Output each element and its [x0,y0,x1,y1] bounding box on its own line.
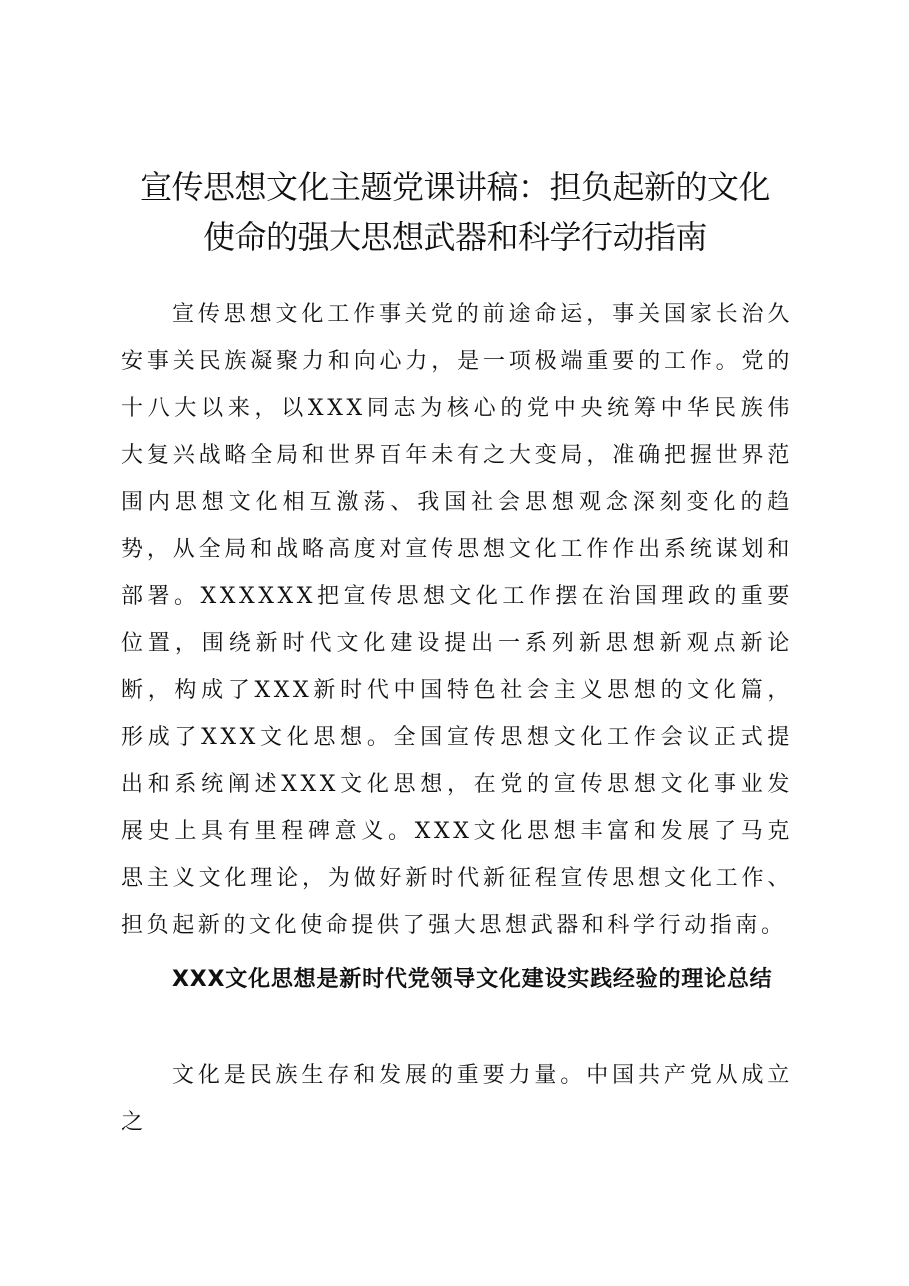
title-line-1: 宣传思想文化主题党课讲稿：担负起新的文化 [139,168,770,206]
document-title [110,162,800,262]
section-heading: XXX文化思想是新时代党领导文化建设实践经验的理论总结 [172,967,773,992]
body-paragraph-2: 文化是民族生存和发展的重要力量。中国共产党从成立之 [121,1063,793,1135]
body-paragraph-1: 宣传思想文化工作事关党的前途命运，事关国家长治久安事关民族凝聚力和向心力，是一项极端重要的工作。党的十八大以来，以XXX同志为核心的党中央统筹中华民族伟大复兴战略全局和世界百年未有之大变局，准确把握世界范围内思想文化相互激荡、我国社会思想观念深刻变化的趋势，从全局和战略高度对宣传思想文化工作作出系统谋划和部署。XXXXXX把宣传思想文化工作摆在治国理政的重要位置，围绕新时代文化建设提出一系列新思想新观点新论断，构成了XXX新时代中国特色社会主义思想的文化篇，形成了XXX文化思想。全国宣传思想文化工作会议正式提出和系统阐述XXX文化思想，在党的宣传思想文化事业发展史上具有里程碑意义。XXX文化思想丰富和发展了马克思主义文化理论，为做好新时代新征程宣传思想文化工作、担负起新的文化使命提供了强大思想武器和科学行动指南。 [121,302,793,938]
title-line-2: 使命的强大思想武器和科学行动指南 [202,218,707,256]
